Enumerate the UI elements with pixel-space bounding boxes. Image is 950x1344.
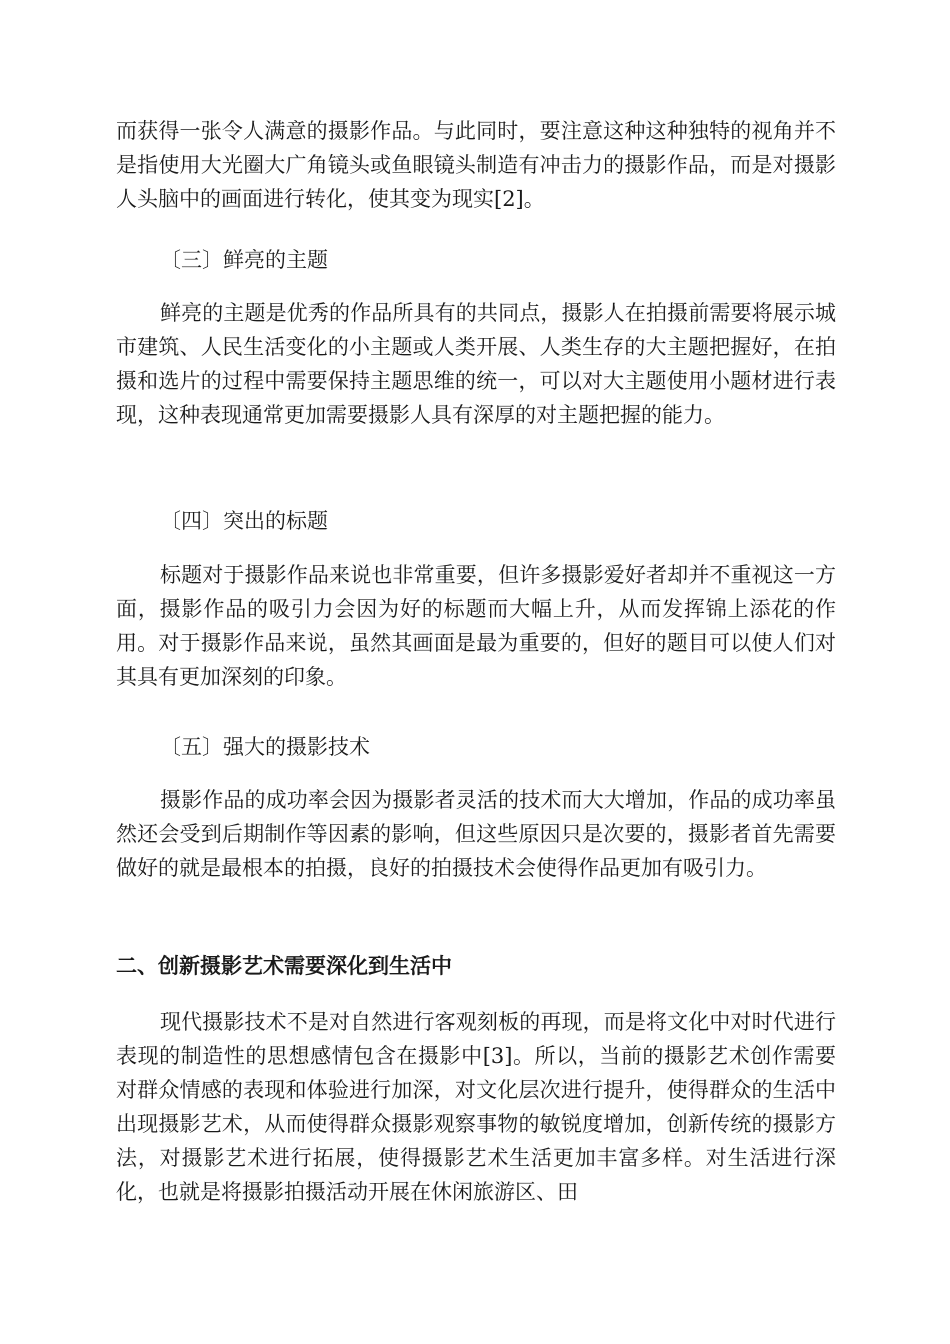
subheading-bright-theme: 〔三〕鲜亮的主题 (160, 248, 328, 272)
subheading-strong-technique: 〔五〕强大的摄影技术 (160, 735, 370, 759)
section-heading-innovation: 二、创新摄影艺术需要深化到生活中 (116, 954, 452, 978)
paragraph-strong-technique: 摄影作品的成功率会因为摄影者灵活的技术而大大增加，作品的成功率虽然还会受到后期制作等因素的影响，但这些原因只是次要的，摄影者首先需要做好的就是最根本的拍摄，良好的拍摄技术会使得作品更加有吸引力。 (116, 788, 836, 880)
subheading-prominent-title: 〔四〕突出的标题 (160, 509, 328, 533)
paragraph-unique-perspective-continued: 而获得一张令人满意的摄影作品。与此同时，要注意这种这种独特的视角并不是指使用大光圈大广角镜头或鱼眼镜头制造有冲击力的摄影作品，而是对摄影人头脑中的画面进行转化，使其变为现实[2]。 (116, 119, 836, 211)
paragraph-bright-theme: 鲜亮的主题是优秀的作品所具有的共同点，摄影人在拍摄前需要将展示城市建筑、人民生活变化的小主题或人类开展、人类生存的大主题把握好，在拍摄和选片的过程中需要保持主题思维的统一，可以对大主题使用小题材进行表现，这种表现通常更加需要摄影人具有深厚的对主题把握的能力。 (116, 301, 836, 427)
paragraph-innovation: 现代摄影技术不是对自然进行客观刻板的再现，而是将文化中对时代进行表现的制造性的思想感情包含在摄影中[3]。所以，当前的摄影艺术创作需要对群众情感的表现和体验进行加深，对文化层次进行提升，使得群众的生活中出现摄影艺术，从而使得群众摄影观察事物的敏锐度增加，创新传统的摄影方法，对摄影艺术进行拓展，使得摄影艺术生活更加丰富多样。对生活进行深化，也就是将摄影拍摄活动开展在休闲旅游区、田 (116, 1010, 836, 1204)
paragraph-prominent-title: 标题对于摄影作品来说也非常重要，但许多摄影爱好者却并不重视这一方面，摄影作品的吸引力会因为好的标题而大幅上升，从而发挥锦上添花的作用。对于摄影作品来说，虽然其画面是最为重要的，但好的题目可以使人们对其具有更加深刻的印象。 (116, 563, 836, 689)
